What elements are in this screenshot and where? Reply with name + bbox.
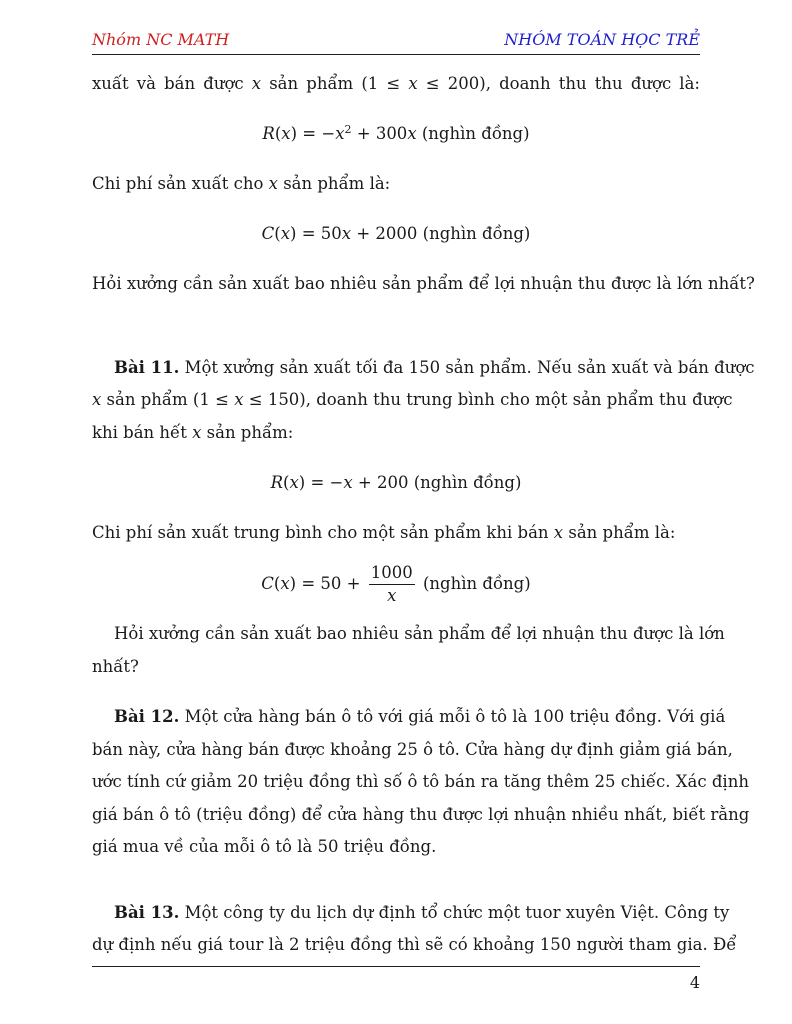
- exercise-12-line: bán này, cửa hàng bán được khoảng 25 ô tô. Cửa hàng dự định giảm giá bán,: [92, 740, 733, 759]
- exercise-11-line: khi bán hết x sản phẩm:: [92, 423, 294, 442]
- footer-divider: [92, 966, 700, 967]
- question-line: Hỏi xưởng cần sản xuất bao nhiêu sản phẩm để lợi nhuận thu được là lớn nhất?: [92, 274, 755, 293]
- exercise-13-label: Bài 13.: [114, 903, 180, 922]
- exercise-11-line: Hỏi xưởng cần sản xuất bao nhiêu sản phẩm để lợi nhuận thu được là lớn: [114, 624, 725, 643]
- equation-avg-cost: C(x) = 50 + $\frac{1000}{x}$ (nghìn đồng): [261, 562, 531, 605]
- header-group-name: Nhóm NC MATH: [92, 30, 230, 49]
- exercise-12-line: Bài 12. Một cửa hàng bán ô tô với giá mỗi ô tô là 100 triệu đồng. Với giá: [114, 707, 726, 726]
- page-header: [92, 30, 700, 55]
- exercise-12-line: giá mua về của mỗi ô tô là 50 triệu đồng.: [92, 837, 437, 856]
- equation-cost: C(x) = 50x + 2000 (nghìn đồng): [261, 224, 531, 243]
- exercise-11-label: Bài 11.: [114, 358, 180, 377]
- exercise-13-line: Bài 13. Một công ty du lịch dự định tổ chức một tuor xuyên Việt. Công ty: [114, 903, 730, 922]
- text-line: Chi phí sản xuất cho x sản phẩm là:: [92, 174, 391, 193]
- exercise-11-line: Bài 11. Một xưởng sản xuất tối đa 150 sản phẩm. Nếu sản xuất và bán được: [114, 358, 755, 377]
- exercise-12-line: ước tính cứ giảm 20 triệu đồng thì số ô tô bán ra tăng thêm 25 chiếc. Xác định: [92, 772, 749, 791]
- exercise-12-line: giá bán ô tô (triệu đồng) để cửa hàng thu được lợi nhuận nhiều nhất, biết rằng: [92, 805, 750, 824]
- exercise-11-line: nhất?: [92, 657, 139, 676]
- fraction: $\frac{1000}{x}$: [370, 562, 413, 605]
- equation-revenue: $R(x) = -x^2 + 300x$ (nghìn đồng): [262, 123, 530, 143]
- header-title: NHÓM TOÁN HỌC TRẺ: [504, 30, 700, 49]
- exercise-11-line: Chi phí sản xuất trung bình cho một sản phẩm khi bán x sản phẩm là:: [92, 523, 676, 542]
- equation-avg-revenue: R(x) = −x + 200 (nghìn đồng): [270, 473, 522, 492]
- exercise-11-line: x sản phẩm (1 ≤ x ≤ 150), doanh thu trung bình cho một sản phẩm thu được: [92, 390, 733, 409]
- exercise-12-label: Bài 12.: [114, 707, 180, 726]
- text-line: xuất và bán được x sản phẩm (1 ≤ x ≤ 200), doanh thu thu được là:: [92, 74, 700, 93]
- page-number: 4: [689, 973, 700, 992]
- exercise-13-line: dự định nếu giá tour là 2 triệu đồng thì sẽ có khoảng 150 người tham gia. Để: [92, 935, 737, 954]
